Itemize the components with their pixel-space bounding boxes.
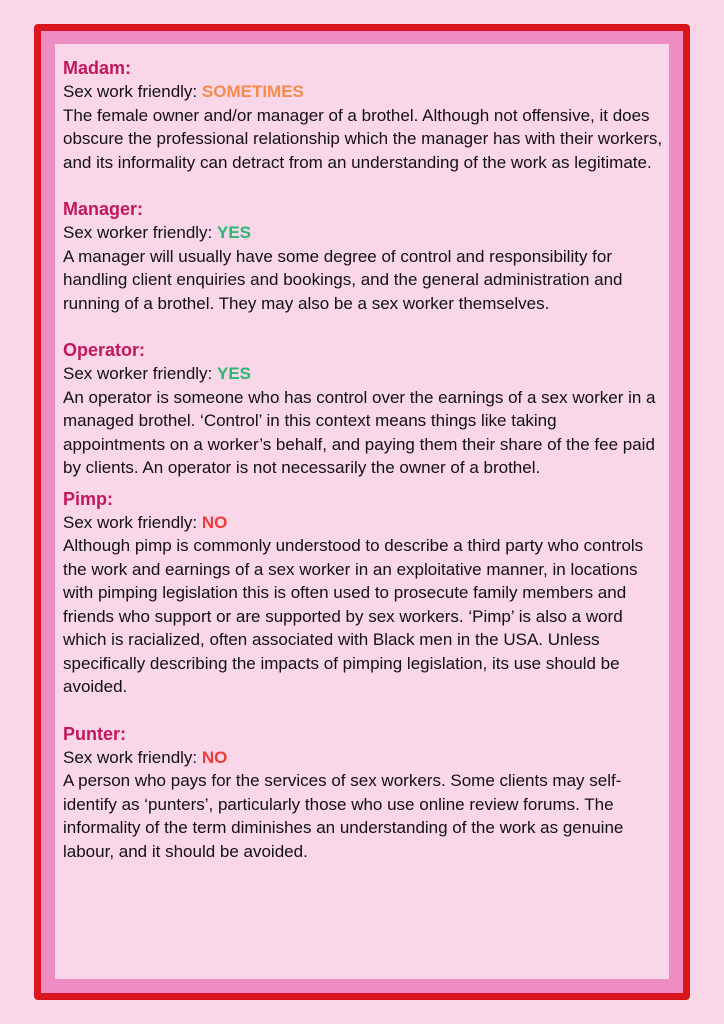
rating-label: Sex work friendly: xyxy=(63,512,202,532)
rating-label: Sex work friendly: xyxy=(63,747,202,767)
glossary-entry-pimp xyxy=(63,487,663,699)
entry-term: Manager: xyxy=(63,199,144,219)
rating-line xyxy=(63,511,663,535)
rating-badge-no: NO xyxy=(201,512,228,532)
glossary-entry-operator xyxy=(63,338,663,480)
entry-term: Madam: xyxy=(63,58,132,78)
glossary-entry-punter xyxy=(63,722,663,864)
rating-badge-sometimes: SOMETIMES xyxy=(201,82,304,101)
entry-description: The female owner and/or manager of a brothel. Although not offensive, it does obscure the professional relationship which the manager has with their workers, and its informality can detract from an understanding of the work as legitimate. xyxy=(63,105,663,172)
rating-line xyxy=(63,221,663,245)
rating-line xyxy=(63,80,663,104)
rating-line xyxy=(63,746,663,770)
rating-badge-yes: YES xyxy=(217,223,252,242)
rating-label: Sex worker friendly: xyxy=(63,364,217,383)
rating-badge-no: NO xyxy=(201,747,228,767)
entry-description: An operator is someone who has control over the earnings of a sex worker in a managed brothel. ‘Control’ in this context means things like taking appointments on a worker’s behalf, and paying them their share of the fee paid by clients. An operator is not necessarily the owner of a brothel. xyxy=(63,387,656,477)
glossary-list xyxy=(63,56,663,863)
entry-description: Although pimp is commonly understood to describe a third party who controls the work and earnings of a sex worker in an exploitative manner, in locations with pimping legislation this is often used to prosecute family members and friends who support or are supported by sex workers. ‘Pimp’ is also a word which is racialized, often associated with Black men in the USA. Unless specifically describing the impacts of pimping legislation, its use should be avoided. xyxy=(63,536,644,696)
glossary-entry-madam xyxy=(63,56,663,174)
rating-label: Sex work friendly: xyxy=(63,82,202,101)
glossary-entry-manager xyxy=(63,197,663,315)
red-pink-frame xyxy=(34,24,690,1000)
entry-description: A person who pays for the services of sex workers. Some clients may self-identify as ‘punters’, particularly those who use online review forums. The informality of the term diminishes an understanding of the work as genuine labour, and it should be avoided. xyxy=(63,771,624,861)
entry-term: Operator: xyxy=(63,340,146,360)
entry-term: Punter: xyxy=(63,723,126,744)
rating-label: Sex worker friendly: xyxy=(63,223,217,242)
rating-badge-yes: YES xyxy=(217,364,252,383)
content-panel xyxy=(55,44,669,979)
entry-description: A manager will usually have some degree of control and responsibility for handling client enquiries and bookings, and the general administration and running of a brothel. They may also be a sex worker themselves. xyxy=(63,246,623,313)
rating-line xyxy=(63,362,663,386)
entry-term: Pimp: xyxy=(63,488,114,509)
